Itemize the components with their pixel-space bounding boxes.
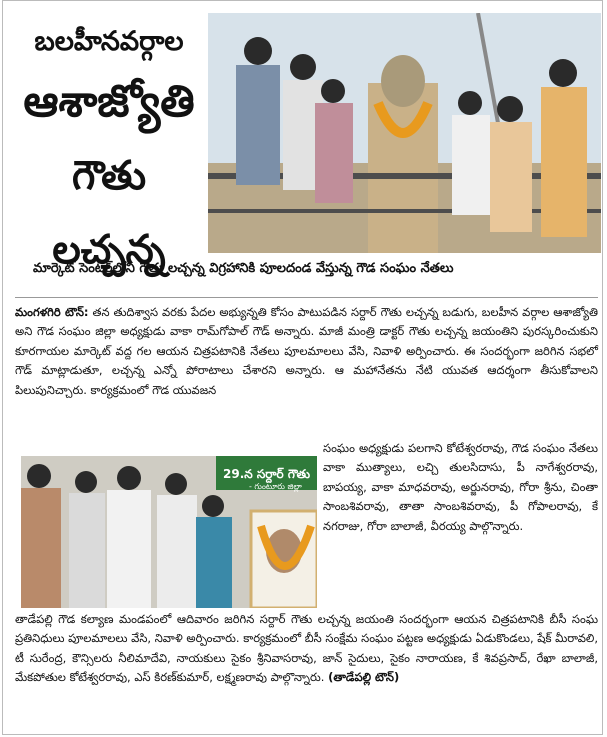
- statue-photo: [208, 13, 601, 253]
- article-text-3: తాడేపల్లి గౌడ కల్యాణ మండపంలో ఆదివారం జరిగిన సర్దార్ గౌతు లచ్చన్న జయంతి సందర్భంగా ఆయన చిత్రపటానికి బీసీ సంఘ ప్రతినిధులు పూలమాలలు వేసి, నివాళి అర్పించారు. కార్యక్రమంలో బీసీ సంక్షేమ సంఘం పట్టణ అధ్యక్షుడు ఏడుకొండలు, షేక్ మీరావలి, టీ సురేంద్ర, కౌన్సిలరు నీలిమాదేవి, నాయకులు సైకం శ్రీనివాసరావు, జాన్ సైదులు, సైకం నారాయణ, కే శివప్రసాద్, రేఖా బాలాజీ, మేకపోతుల కోటేశ్వరరావు, ఎస్ కిరణ్‌కుమార్, లక్ష్మణరావు పాల్గొన్నారు.: [15, 612, 598, 685]
- newspaper-clipping: [2, 0, 603, 735]
- article-paragraph-2: సంఘం అధ్యక్షుడు పలగాని కోటేశ్వరరావు, గౌడ సంఘం నేతలు వాకా ముత్యాలు, లచ్చి తులసిదాసు, పీ నాగేశ్వరరావు, బాపయ్య, వాకా మాధవరావు, అర్జునరావు, గోరా శ్రీను, చింతా సాంబశివరావు, తాతా సాంబశివరావు, పీ గోపాలరావు, కే నగరాజు, గోరా బాలాజీ, వీరయ్య పాల్గొన్నారు.: [323, 441, 598, 533]
- photo-caption: మార్కెట్ సెంటర్‌లోని గౌతు లచ్చన్న విగ్రహానికి పూలదండ వేస్తున్న గౌడ సంఘం నేతలు: [33, 261, 454, 276]
- banner-sub: - గుంటూరు జిల్లా: [249, 482, 302, 491]
- article-lead: మంగళగిరి టౌన్:: [15, 305, 89, 319]
- headline-line-1: బలహీనవర్గాల: [34, 26, 184, 57]
- banner-text: 29.న సర్దార్ గౌతు: [223, 467, 311, 481]
- headline-line-3: గౌతు లచ్చన్న: [52, 153, 166, 273]
- article-paragraph-3: [15, 610, 598, 688]
- portrait-garland-illustration: [21, 456, 317, 608]
- article-paragraph-1: [15, 303, 598, 400]
- headline-line-2: ఆశాజ్యోతి: [23, 76, 195, 127]
- headline: [13, 19, 205, 287]
- divider: [15, 297, 598, 298]
- article-text-1: తన తుదిశ్వాస వరకు పేదల అభ్యున్నతి కోసం పాటుపడిన సర్దార్ గౌతు లచ్చన్న బడుగు, బలహీన వర్గాల ఆశాజ్యోతి అని గౌడ సంఘం జిల్లా అధ్యక్షుడు వాకా రామ్‌గోపాల్ గౌడ్ అన్నారు. మాజీ మంత్రి డాక్టర్ గౌతు లచ్చన్న జయంతిని పురస్కరించుకుని కూరగాయల మార్కెట్ వద్ద గల ఆయన చిత్రపటానికి నేతలు పూలమాలలు వేసి, నివాళి అర్పించారు. ఈ సందర్భంగా జరిగిన సభలో గౌడ్ మాట్లాడుతూ, లచ్చన్న ఎన్నో పోరాటాలు చేశారని అన్నారు. ఆ మహానేతను నేటి యువత ఆదర్శంగా తీసుకోవాలని పిలుపునిచ్చారు. కార్యక్రమంలో గౌడ యువజన: [15, 305, 599, 397]
- portrait-garland-photo: [21, 456, 317, 608]
- article-dateline: (తాడేపల్లి టౌన్): [328, 670, 400, 685]
- statue-photo-illustration: [208, 13, 601, 253]
